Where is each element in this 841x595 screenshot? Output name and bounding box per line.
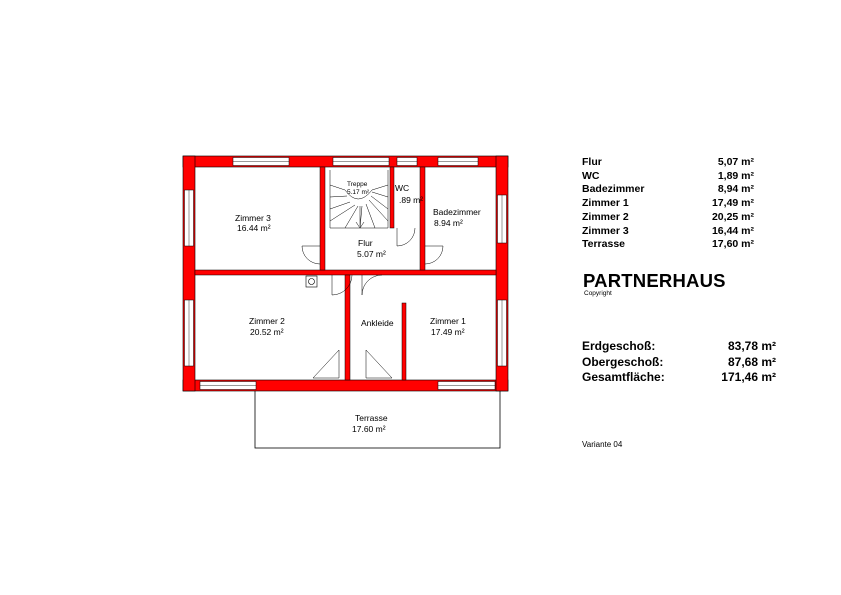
totals-row xyxy=(582,370,776,386)
area-name: Zimmer 1 xyxy=(582,197,629,210)
room-terrasse-name: Terrasse xyxy=(355,413,388,423)
area-value: 8,94 m² xyxy=(717,183,754,196)
area-name: Zimmer 3 xyxy=(582,224,629,237)
room-wc-area: .89 m² xyxy=(399,195,424,205)
room-flur-name: Flur xyxy=(358,238,373,248)
area-list-row xyxy=(582,211,754,225)
room-wc-name: WC xyxy=(395,183,410,193)
area-name: Terrasse xyxy=(582,238,626,251)
area-value: 17,60 m² xyxy=(711,238,754,251)
area-value: 5,07 m² xyxy=(717,156,754,168)
totals-row xyxy=(582,339,776,355)
area-name: WC xyxy=(582,169,600,182)
totals-value: 83,78 m² xyxy=(727,339,776,353)
area-list-row xyxy=(582,156,754,170)
area-name: Flur xyxy=(582,156,602,168)
area-list-row xyxy=(582,238,754,252)
area-value: 20,25 m² xyxy=(711,210,754,223)
room-zimmer2-name: Zimmer 2 xyxy=(249,316,285,326)
staircase xyxy=(330,170,388,228)
room-zimmer2-area: 20.52 m² xyxy=(250,327,284,337)
interior-walls xyxy=(195,167,496,380)
totals-row xyxy=(582,355,776,371)
room-badezimmer-name: Badezimmer xyxy=(433,207,481,217)
room-zimmer1-area: 17.49 m² xyxy=(431,327,465,337)
area-value: 1,89 m² xyxy=(717,169,754,182)
room-zimmer3-area: 16.44 m² xyxy=(237,223,271,233)
room-badezimmer-area: 8.94 m² xyxy=(434,218,463,228)
room-ankleide-name: Ankleide xyxy=(361,318,394,328)
area-value: 17,49 m² xyxy=(711,197,754,210)
area-list-row xyxy=(582,225,754,239)
area-totals xyxy=(582,339,776,386)
room-treppe-area: 5.17 m² xyxy=(347,189,370,196)
totals-label: Gesamtfläche: xyxy=(582,370,665,385)
area-name: Zimmer 2 xyxy=(582,210,629,223)
room-flur-area: 5.07 m² xyxy=(357,249,386,259)
area-list xyxy=(582,156,754,252)
area-list-row xyxy=(582,170,754,184)
room-treppe-name: Treppe xyxy=(347,181,368,188)
totals-value: 171,46 m² xyxy=(721,370,776,385)
area-value: 16,44 m² xyxy=(711,224,754,237)
area-list-row xyxy=(582,183,754,197)
room-zimmer3-name: Zimmer 3 xyxy=(235,213,271,223)
area-list-row xyxy=(582,197,754,211)
totals-value: 87,68 m² xyxy=(727,354,776,369)
totals-label: Obergeschoß: xyxy=(582,354,664,369)
room-zimmer1-name: Zimmer 1 xyxy=(430,316,466,326)
area-name: Badezimmer xyxy=(582,183,645,196)
copyright-note: Copyright xyxy=(584,290,612,297)
room-terrasse-area: 17.60 m² xyxy=(352,424,386,434)
shaft-symbol xyxy=(306,276,317,287)
house-title: PARTNERHAUS xyxy=(583,270,726,291)
variant-label: Variante 04 xyxy=(582,440,623,449)
totals-label: Erdgeschoß: xyxy=(582,339,656,353)
